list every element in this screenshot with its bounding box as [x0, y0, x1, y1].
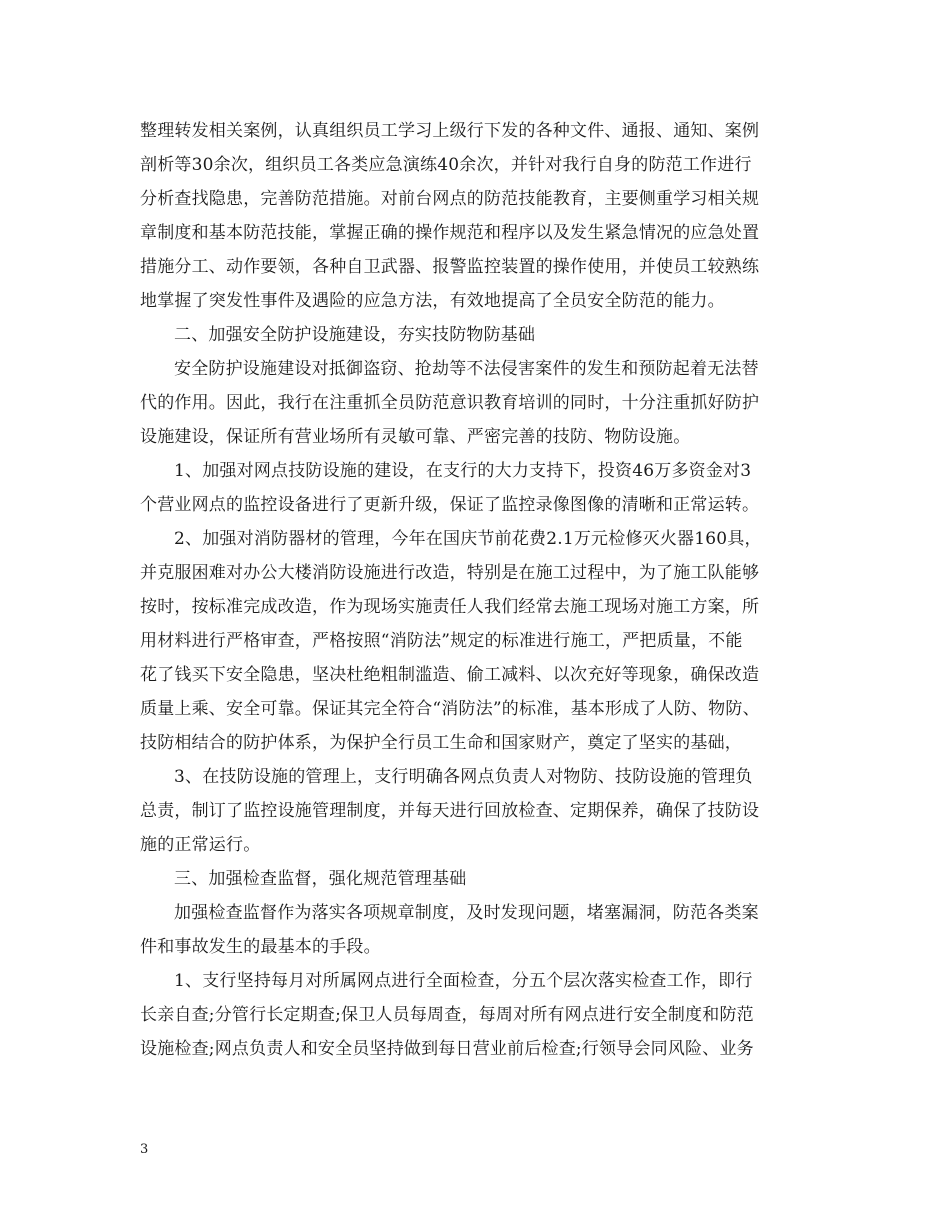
text-line: 剖析等30余次，组织员工各类应急演练40余次，并针对我行自身的防范工作进行 [140, 155, 752, 175]
text-line: 3、在技防设施的管理上，支行明确各网点负责人对物防、技防设施的管理负 [174, 767, 753, 787]
text-line: 技防相结合的防护体系，为保护全行员工生命和国家财产，奠定了坚实的基础， [140, 733, 742, 753]
text-line: 1、支行坚持每月对所属网点进行全面检查，分五个层次落实检查工作，即行 [174, 971, 753, 991]
section-heading: 三、加强检查监督，强化规范管理基础 [174, 869, 467, 889]
text-line: 质量上乘、安全可靠。保证其完全符合“消防法”的标准，基本形成了人防、物防、 [140, 699, 760, 719]
text-line: 花了钱买下安全隐患，坚决杜绝粗制滥造、偷工减料、以次充好等现象，确保改造 [140, 665, 760, 685]
document-body [140, 114, 830, 1066]
text-line: 地掌握了突发性事件及遇险的应急方法，有效地提高了全员安全防范的能力。 [140, 291, 725, 311]
text-line: 1、加强对网点技防设施的建设，在支行的大力支持下，投资46万多资金对3 [174, 461, 752, 481]
text-line: 整理转发相关案例，认真组织员工学习上级行下发的各种文件、通报、通知、案例 [140, 121, 760, 141]
text-line: 安全防护设施建设对抵御盗窃、抢劫等不法侵害案件的发生和预防起着无法替 [174, 359, 759, 379]
text-line: 代的作用。因此，我行在注重抓全员防范意识教育培训的同时，十分注重抓好防护 [140, 393, 760, 413]
text-line: 2、加强对消防器材的管理，今年在国庆节前花费2.1万元检修灭火器160具， [174, 529, 762, 549]
section-heading: 二、加强安全防护设施建设，夯实技防物防基础 [174, 325, 536, 345]
text-line: 件和事故发生的最基本的手段。 [140, 937, 381, 957]
text-line: 章制度和基本防范技能，掌握正确的操作规范和程序以及发生紧急情况的应急处置 [140, 223, 760, 243]
text-line: 长亲自查;分管行长定期查;保卫人员每周查，每周对所有网点进行安全制度和防范 [140, 1005, 754, 1025]
text-line: 加强检查监督作为落实各项规章制度，及时发现问题，堵塞漏洞，防范各类案 [174, 903, 759, 923]
text-line: 分析查找隐患，完善防范措施。对前台网点的防范技能教育，主要侧重学习相关规 [140, 189, 760, 209]
text-line: 措施分工、动作要领，各种自卫武器、报警监控装置的操作使用，并使员工较熟练 [140, 257, 760, 277]
text-line: 设施建设，保证所有营业场所有灵敏可靠、严密完善的技防、物防设施。 [140, 427, 691, 447]
text-line: 按时，按标准完成改造，作为现场实施责任人我们经常去施工现场对施工方案，所 [140, 597, 760, 617]
text-line: 总责，制订了监控设施管理制度，并每天进行回放检查、定期保养，确保了技防设 [140, 801, 760, 821]
text-line: 个营业网点的监控设备进行了更新升级，保证了监控录像图像的清晰和正常运转。 [140, 495, 760, 515]
text-line: 设施检查;网点负责人和安全员坚持做到每日营业前后检查;行领导会同风险、业务 [140, 1039, 754, 1059]
text-line: 施的正常运行。 [140, 835, 261, 855]
text-line: 用材料进行严格审查，严格按照“消防法”规定的标准进行施工，严把质量，不能 [140, 631, 743, 651]
page-number: 3 [140, 1142, 149, 1157]
text-line: 并克服困难对办公大楼消防设施进行改造，特别是在施工过程中，为了施工队能够 [140, 563, 760, 583]
